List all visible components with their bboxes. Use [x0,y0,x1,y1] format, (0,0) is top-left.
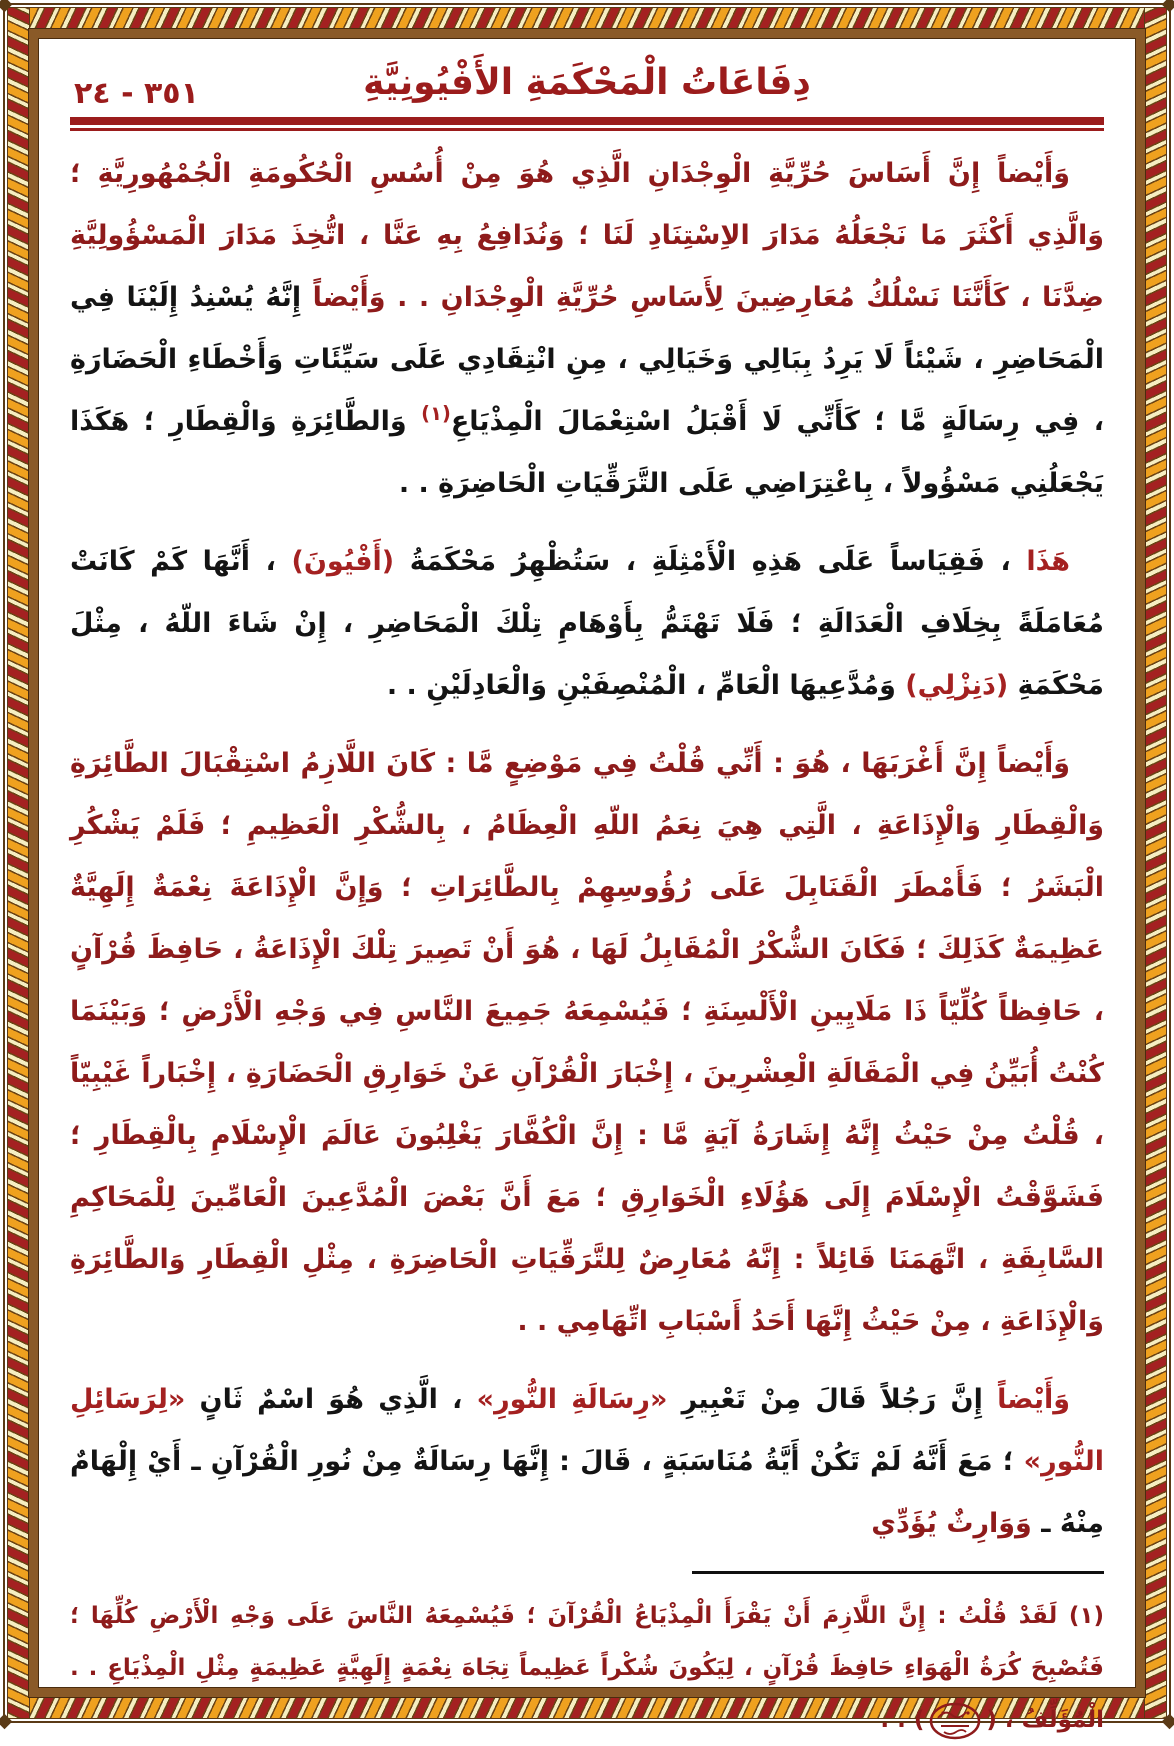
header-rule [70,117,1104,131]
footnote-text [70,1590,1104,1746]
text-segment: إِنَّ رَجُلاً قَالَ مِنْ تَعْبِيرِ [667,1384,998,1415]
paragraph [70,1369,1104,1555]
text-segment: وَالطَّائِرَةِ وَالْقِطَارِ ؛ هَكَذَا يَجْعَلُنِي مَسْؤُولاً ، بِاعْتِرَاضِي عَلَى التَّرَقِّيَاتِ الْحَاضِرَةِ . . [70,406,1104,499]
text-segment: وَوَارِثٌ يُؤَدِّي [871,1508,1032,1539]
page-title: دِفَاعَاتُ الْمَحْكَمَةِ الأَفْيُونِيَّةِ [363,62,811,103]
page-content [44,44,1130,1733]
page-header [70,54,1104,131]
footnote-text-segment: ) . . [880,1707,925,1733]
text-segment: وَأَيْضاً إِنَّ أَغْرَبَهَا ، هُوَ : أَنِّي قُلْتُ فِي مَوْضِعٍ مَّا : كَانَ اللَّازِمُ اسْتِقْبَالَ الطَّائِرَةِ وَالْقِطَارِ وَالْإِذَاعَةِ ، الَّتِي هِيَ نِعَمُ اللّهِ الْعِظَامُ ، بِالشُّكْرِ الْعَظِيمِ ؛ فَلَمْ يَشْكُرِ الْبَشَرُ ؛ فَأَمْطَرَ الْقَنَابِلَ عَلَى رُؤُوسِهِمْ بِالطَّائِرَاتِ ؛ وَإِنَّ الْإِذَاعَةَ نِعْمَةٌ إِلَهِيَّةٌ عَظِيمَةٌ كَذَلِكَ ؛ فَكَانَ الشُّكْرُ الْمُقَابِلُ لَهَا ، هُوَ أَنْ تَصِيرَ تِلْكَ الْإِذَاعَةُ ، حَافِظَ قُرْآنٍ ، حَافِظاً كُلِّيّاً ذَا مَلَايِينِ الْأَلْسِنَةِ ؛ فَيُسْمِعَهُ جَمِيعَ النَّاسِ فِي وَجْهِ الْأَرْضِ ؛ وَبَيْنَمَا كُنْتُ أُبَيِّنُ فِي الْمَقَالَةِ الْعِشْرِينَ ، إِخْبَارَ الْقُرْآنِ عَنْ خَوَارِقِ الْحَضَارَةِ ، إِخْبَاراً غَيْبِيّاً ، قُلْتُ مِنْ حَيْثُ إِنَّهُ إِشَارَةُ آيَةٍ مَّا : إِنَّ الْكُفَّارَ يَغْلِبُونَ عَالَمَ الْإِسْلَامِ بِالْقِطَارِ ؛ فَشَوَّقْتُ الْإِسْلَامَ إِلَى هَؤُلَاءِ الْخَوَارِقِ ؛ مَعَ أَنَّ بَعْضَ الْمُدَّعِينَ الْعَامِّينَ لِلْمَحَاكِمِ السَّابِقَةِ ، اتَّهَمَنَا قَائِلاً : إِنَّهُ مُعَارِضٌ لِلتَّرَقِّيَاتِ الْحَاضِرَةِ ، مِثْلِ الْقِطَارِ وَالطَّائِرَةِ وَالْإِذَاعَةِ ، مِنْ حَيْثُ إِنَّهَا أَحَدُ أَسْبَابِ اتِّهَامِي . . [70,748,1104,1337]
border-pattern-right [1144,7,1167,1719]
text-segment: هَذَا [1026,546,1070,577]
text-segment: ، أَنَّهَا كَمْ كَانَتْ مُعَامَلَةً بِخِلَافِ الْعَدَالَةِ ؛ فَلَا تَهْتَمُّ بِأَوْهَامِ تِلْكَ الْمَحَاضِرِ ، إِنْ شَاءَ اللّهُ ، مِثْلَ مَحْكَمَةِ [70,546,1104,701]
page-number: ٣٥١ - ٢٤ [74,76,199,111]
text-segment: ؛ مَعَ أَنَّهُ لَمْ تَكُنْ أَيَّةُ مُنَاسَبَةٍ ، قَالَ : إِنَّهَا رِسَالَةٌ مِنْ نُورِ الْقُرْآنِ ـ أَيْ إِلْهَامٌ مِنْهُ ـ [70,1446,1104,1539]
text-segment: وَمُدَّعِيهَا الْعَامِّ ، الْمُنْصِفَيْنِ وَالْعَادِلَيْنِ . . [386,670,906,701]
text-segment: ، فَقِيَاساً عَلَى هَذِهِ الْأَمْثِلَةِ ، سَتُظْهِرُ مَحْكَمَةُ [394,546,1027,577]
footnote-reference: (١) [421,402,451,425]
body-text [70,131,1104,1571]
footnote-text-segment: (١) لَقَدْ قُلْتُ : إِنَّ اللَّازِمَ أَنْ يَقْرَأَ الْمِذْيَاعُ الْقُرْآنَ ؛ فَيُسْمِعَهُ النَّاسَ عَلَى وَجْهِ الْأَرْضِ كُلِّهَا ؛ فَتُصْبِحَ كُرَةُ الْهَوَاءِ حَافِظَ قُرْآنٍ ، لِيَكُونَ شُكْراً عَظِيماً تِجَاهَ نِعْمَةٍ إِلَهِيَّةٍ عَظِيمَةٍ مِثْلِ الْمِذْيَاعِ . . الْمُؤَلِّفُ ، ( [70,1603,1104,1733]
text-segment-highlight: «لِرَسَائِلِ النُّورِ» [70,1384,1104,1477]
text-segment-highlight: (دَنِزْلِي) [905,670,1009,701]
header-rule-thick [70,117,1104,125]
border-pattern-left [7,7,30,1719]
text-segment: ، الَّذِي هُوَ اسْمٌ ثَانٍ [185,1384,477,1415]
text-segment: وَأَيْضاً إِنَّ أَسَاسَ حُرِّيَّةِ الْوِجْدَانِ الَّذِي هُوَ مِنْ أُسُسِ الْحُكُومَةِ الْجُمْهُورِيَّةِ ؛ وَالَّذِي أَكْثَرَ مَا نَجْعَلُهُ مَدَارَ الاِسْتِنَادِ لَنَا ؛ وَنُدَافِعُ بِهِ عَنَّا ، اتُّخِذَ مَدَارَ الْمَسْؤُولِيَّةِ ضِدَّنَا ، كَأَنَّنَا نَسْلُكُ مُعَارِضِينَ لِأَسَاسِ حُرِّيَّةِ الْوِجْدَانِ . . وَأَيْضاً [70,158,1104,313]
text-segment-highlight: «رِسَالَةِ النُّورِ» [476,1384,668,1415]
border-pattern-top [7,7,1167,30]
footnote-divider [692,1571,1104,1574]
footnote [70,1571,1104,1746]
author-seal-icon [928,1700,982,1742]
header-rule-thin [70,128,1104,131]
text-segment: إِنَّهُ يُسْنِدُ إِلَيْنَا فِي الْمَحَاضِرِ ، شَيْئاً لَا يَرِدُ بِبَالِي وَخَيَالِي ، مِنِ انْتِقَادِي عَلَى سَيِّئَاتِ وَأَخْطَاءِ الْحَضَارَةِ ، فِي رِسَالَةٍ مَّا ؛ كَأَنِّي لَا أَقْبَلُ اسْتِعْمَالَ الْمِذْيَاعِ [70,282,1105,437]
text-segment-highlight: (أَفْيُونَ) [291,546,395,577]
text-segment: وَأَيْضاً [997,1384,1070,1415]
paragraph [70,531,1104,717]
paragraph [70,143,1104,515]
paragraph [70,733,1104,1353]
